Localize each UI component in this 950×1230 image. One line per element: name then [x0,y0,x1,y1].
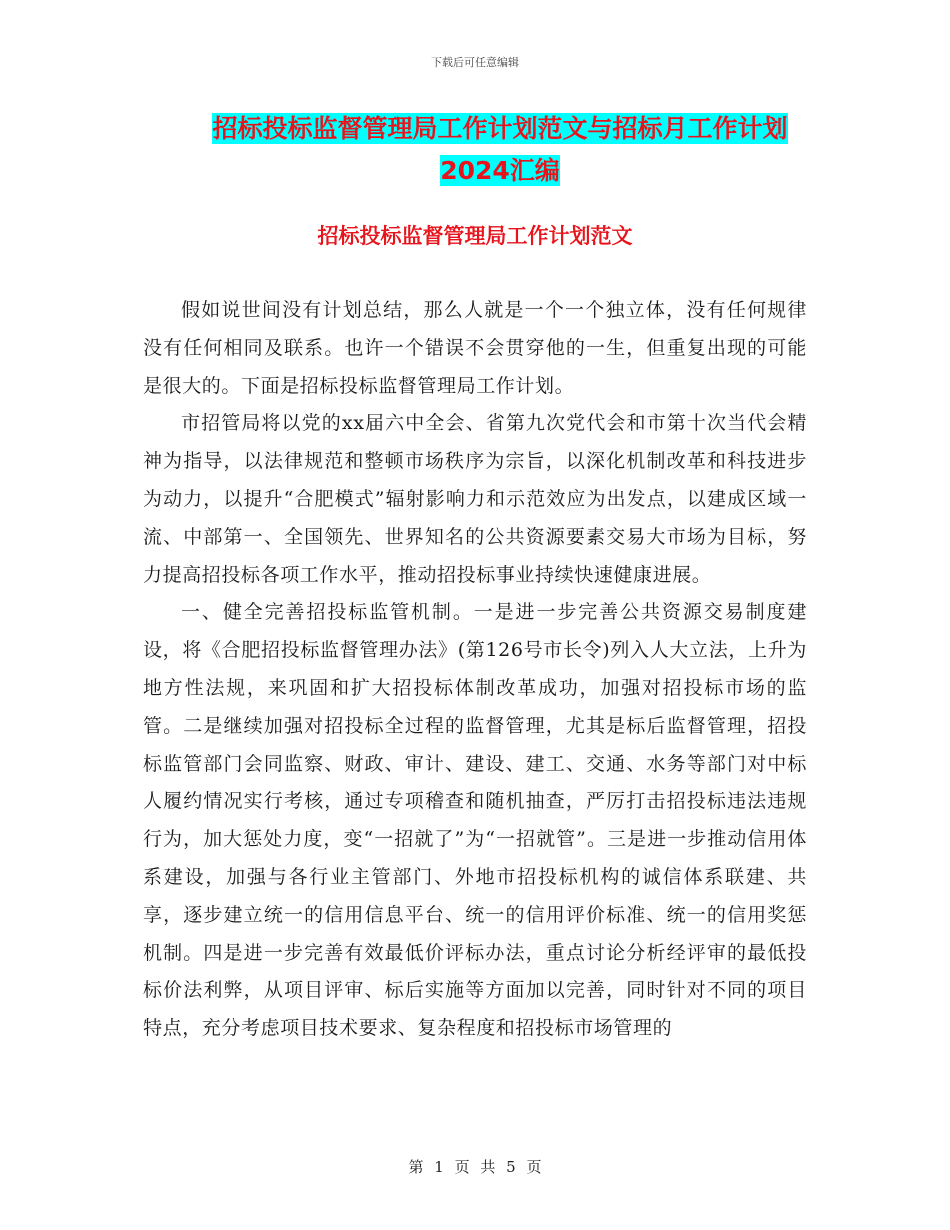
body-text [143,292,807,1048]
page-footer: 第 1 页 共 5 页 [408,1158,542,1176]
title-line-2: 2024汇编 [440,156,560,185]
document-title [190,108,810,192]
header-note: 下载后可任意编辑 [431,56,519,69]
paragraph: 一、健全完善招投标监管机制。一是进一步完善公共资源交易制度建设，将《合肥招投标监督管理办法》(第126号市长令)列入人大立法，上升为地方性法规，来巩固和扩大招投标体制改革成功，加强对招投标市场的监管。二是继续加强对招投标全过程的监督管理，尤其是标后监督管理，招投标监管部门会同监察、财政、审计、建设、建工、交通、水务等部门对中标人履约情况实行考核，通过专项稽查和随机抽查，严厉打击招投标违法违规行为，加大惩处力度，变“一招就了”为“一招就管”。三是进一步推动信用体系建设，加强与各行业主管部门、外地市招投标机构的诚信体系联建、共享，逐步建立统一的信用信息平台、统一的信用评价标准、统一的信用奖惩机制。四是进一步完善有效最低价评标办法，重点讨论分析经评审的最低投标价法利弊，从项目评审、标后实施等方面加以完善，同时针对不同的项目特点，充分考虑项目技术要求、复杂程度和招投标市场管理的 [143,601,807,1040]
title-line-1: 招标投标监督管理局工作计划范文与招标月工作计划 [212,114,788,143]
paragraph: 假如说世间没有计划总结，那么人就是一个一个独立体，没有任何规律没有任何相同及联系。也许一个错误不会贯穿他的一生，但重复出现的可能是很大的。下面是招标投标监督管理局工作计划。 [143,299,807,397]
paragraph: 市招管局将以党的xx届六中全会、省第九次党代会和市第十次当代会精神为指导，以法律规范和整顿市场秩序为宗旨，以深化机制改革和科技进步为动力，以提升“合肥模式”辐射影响力和示范效应为出发点，以建成区域一流、中部第一、全国领先、世界知名的公共资源要素交易大市场为目标，努力提高招投标各项工作水平，推动招投标事业持续快速健康进展。 [143,412,807,586]
section-title: 招标投标监督管理局工作计划范文 [317,224,633,248]
